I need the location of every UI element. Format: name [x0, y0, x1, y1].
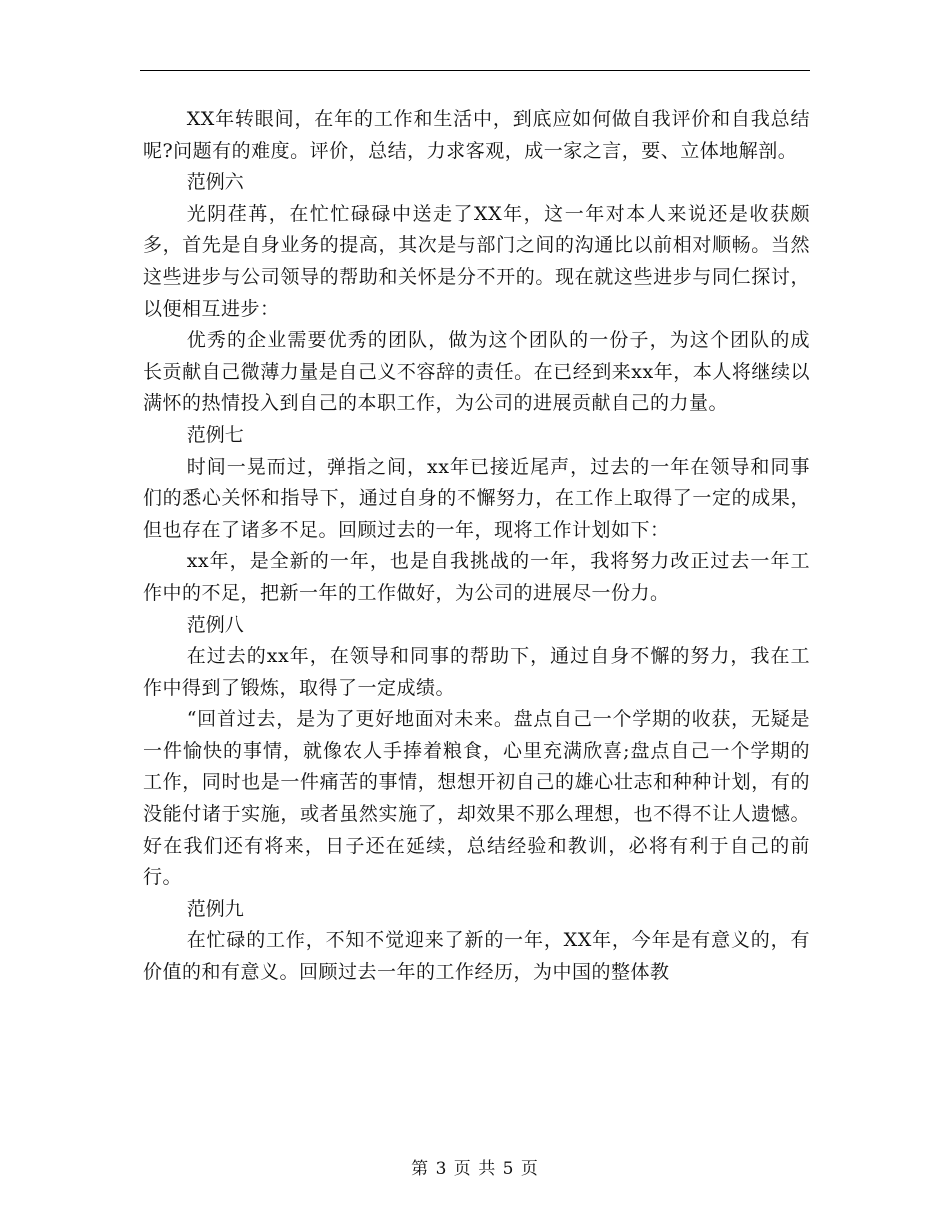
- paragraph: xx年，是全新的一年，也是自我挑战的一年，我将努力改正过去一年工作中的不足，把新一年的工作做好，为公司的进展尽一份力。: [143, 550, 810, 604]
- document-body: [143, 104, 810, 989]
- paragraph: 时间一晃而过，弹指之间，xx年已接近尾声，过去的一年在领导和同事们的悉心关怀和指导下，通过自身的不懈努力，在工作上取得了一定的成果，但也存在了诸多不足。回顾过去的一年，现将工作计划如下：: [143, 455, 810, 541]
- paragraph: 在忙碌的工作，不知不觉迎来了新的一年，XX年，今年是有意义的，有价值的和有意义。回顾过去一年的工作经历，为中国的整体教: [143, 929, 810, 984]
- paragraph: XX年转眼间，在年的工作和生活中，到底应如何做自我评价和自我总结呢?问题有的难度。评价，总结，力求客观，成一家之言，要、立体地解剖。: [143, 108, 810, 162]
- page-number: 第 3 页 共 5 页: [411, 1159, 539, 1179]
- paragraph: 光阴荏苒，在忙忙碌碌中送走了XX年，这一年对本人来说还是收获颇多，首先是自身业务的提高，其次是与部门之间的沟通比以前相对顺畅。当然这些进步与公司领导的帮助和关怀是分不开的。现在就这些进步与同仁探讨，以便相互进步：: [143, 202, 810, 320]
- header-rule: [140, 70, 810, 71]
- section-heading: 范例七: [186, 423, 244, 446]
- section-heading: 范例六: [186, 171, 244, 194]
- section-heading: 范例九: [186, 897, 244, 920]
- paragraph: “回首过去，是为了更好地面对未来。盘点自己一个学期的收获，无疑是一件愉快的事情，就像农人手捧着粮食，心里充满欣喜;盘点自己一个学期的工作，同时也是一件痛苦的事情，想想开初自己的雄心壮志和种种计划，有的没能付诸于实施，或者虽然实施了，却效果不那么理想，也不得不让人遗憾。好在我们还有将来，日子还在延续，总结经验和教训，必将有利于自己的前行。: [143, 708, 810, 889]
- paragraph: 在过去的xx年，在领导和同事的帮助下，通过自身不懈的努力，我在工作中得到了锻炼，取得了一定成绩。: [143, 645, 810, 699]
- paragraph: 优秀的企业需要优秀的团队，做为这个团队的一份子，为这个团队的成长贡献自己微薄力量是自己义不容辞的责任。在已经到来xx年，本人将继续以满怀的热情投入到自己的本职工作，为公司的进展贡献自己的力量。: [143, 329, 810, 415]
- section-heading: 范例八: [186, 613, 244, 636]
